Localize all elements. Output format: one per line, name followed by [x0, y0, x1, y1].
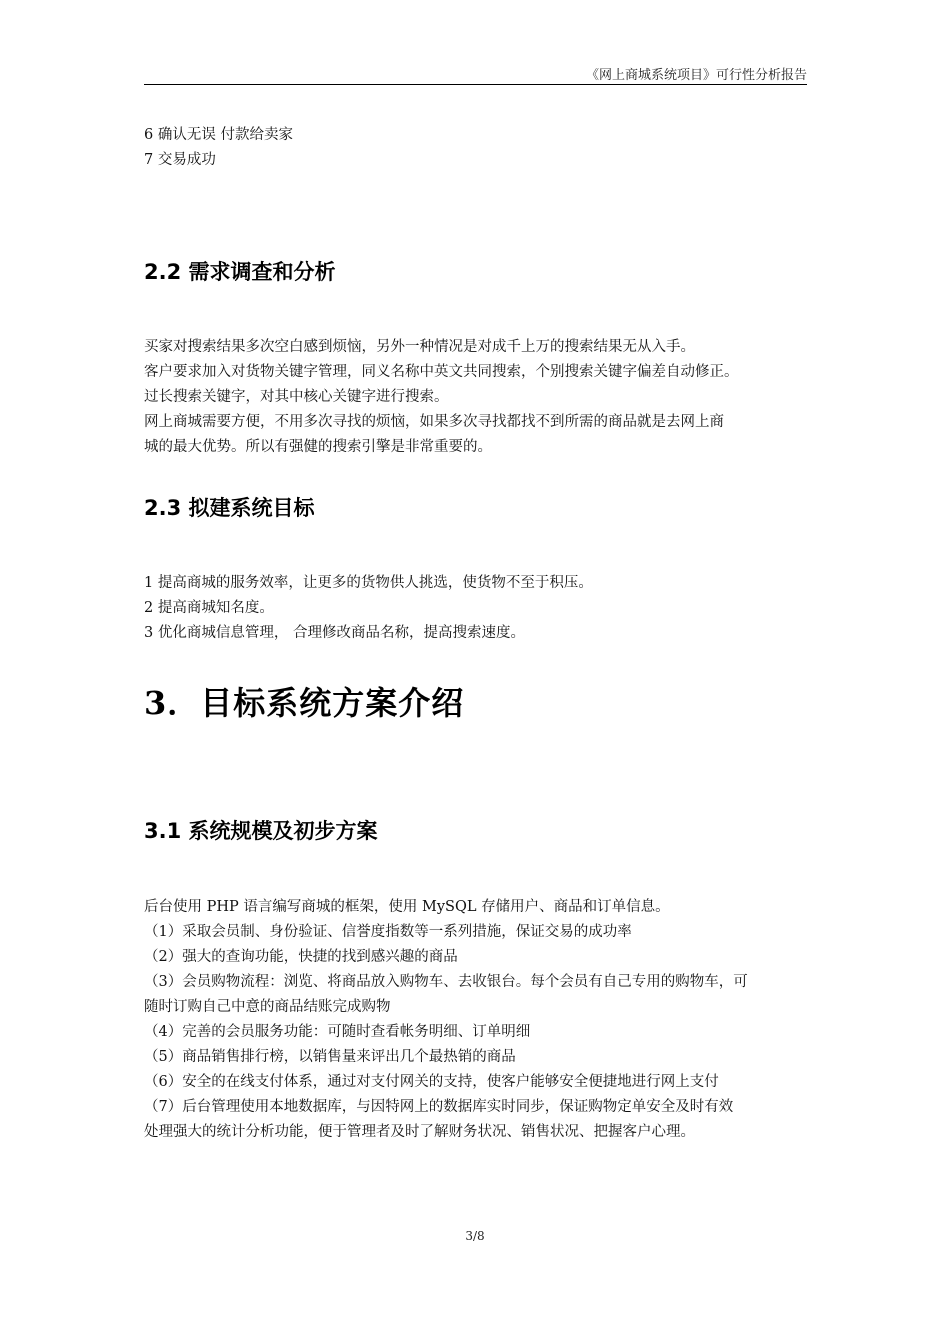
paragraph-line: 买家对搜索结果多次空白感到烦恼，另外一种情况是对成千上万的搜索结果无从入手。 [144, 339, 695, 355]
chapter-heading-3: 3．目标系统方案介绍 [144, 684, 465, 722]
paragraph-line: 客户要求加入对货物关键字管理，同义名称中英文共同搜索，个别搜索关键字偏差自动修正。 [144, 364, 739, 380]
list-item: （7）后台管理使用本地数据库，与因特网上的数据库实时同步，保证购物定单安全及时有效 [144, 1099, 734, 1115]
list-item: 7 交易成功 [144, 152, 216, 168]
list-item: （6）安全的在线支付体系，通过对支付网关的支持，使客户能够安全便捷地进行网上支付 [144, 1074, 719, 1090]
running-header: 《网上商城系统项目》可行性分析报告 [585, 68, 807, 83]
list-item: 3 优化商城信息管理， 合理修改商品名称，提高搜索速度。 [144, 625, 525, 641]
section-heading-2-3: 2.3 拟建系统目标 [144, 496, 315, 520]
list-item: 1 提高商城的服务效率，让更多的货物供人挑选，使货物不至于积压。 [144, 575, 593, 591]
page-number: 3/8 [465, 1229, 485, 1243]
list-item: （5）商品销售排行榜，以销售量来评出几个最热销的商品 [144, 1049, 516, 1065]
paragraph-line: 处理强大的统计分析功能，便于管理者及时了解财务状况、销售状况、把握客户心理。 [144, 1124, 695, 1140]
paragraph-line: 城的最大优势。所以有强健的搜索引擎是非常重要的。 [144, 439, 492, 455]
list-item: （3）会员购物流程：浏览、将商品放入购物车、去收银台。每个会员有自己专用的购物车，可 [144, 974, 748, 990]
paragraph-line: 后台使用 PHP 语言编写商城的框架，使用 MySQL 存储用户、商品和订单信息。 [144, 899, 670, 915]
list-item: （1）采取会员制、身份验证、信誉度指数等一系列措施，保证交易的成功率 [144, 924, 632, 940]
paragraph-line: 网上商城需要方便，不用多次寻找的烦恼，如果多次寻找都找不到所需的商品就是去网上商 [144, 414, 724, 430]
list-item: （2）强大的查询功能，快捷的找到感兴趣的商品 [144, 949, 458, 965]
section-heading-3-1: 3.1 系统规模及初步方案 [144, 819, 378, 843]
section-heading-2-2: 2.2 需求调查和分析 [144, 260, 336, 284]
paragraph-line: 过长搜索关键字，对其中核心关键字进行搜索。 [144, 389, 449, 405]
list-item: （4）完善的会员服务功能：可随时查看帐务明细、订单明细 [144, 1024, 531, 1040]
paragraph-line: 随时订购自己中意的商品结账完成购物 [144, 999, 391, 1015]
header-rule [144, 84, 807, 85]
list-item: 2 提高商城知名度。 [144, 600, 274, 616]
list-item: 6 确认无误 付款给卖家 [144, 127, 293, 143]
